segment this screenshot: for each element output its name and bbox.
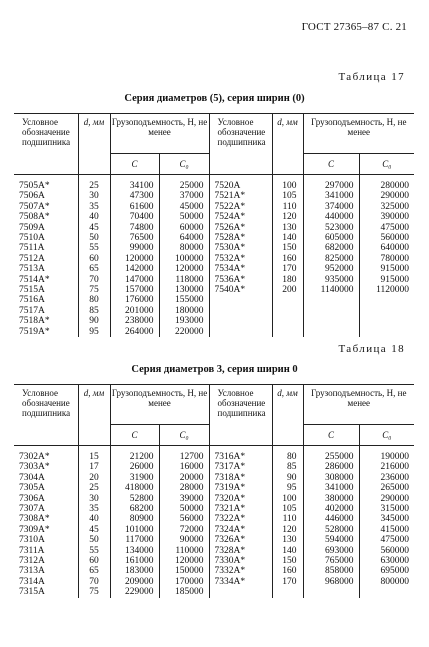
designation-cell: 7312A [19, 556, 45, 567]
designation-cell: 7511A [19, 243, 45, 254]
designation-cell: 7308A* [19, 514, 50, 525]
designation-cell: 7334A* [209, 577, 272, 587]
c0-cell: 110000 [159, 546, 209, 556]
designation-cell: 7528A* [209, 233, 272, 243]
c0-cell: 155000 [159, 295, 209, 305]
c0-cell: 120000 [159, 264, 209, 274]
table-row [14, 546, 414, 556]
designation-cell: 7524A* [209, 212, 272, 222]
c-cell: 68200 [110, 504, 159, 514]
c0-cell: 345000 [359, 514, 414, 524]
c-cell: 238000 [110, 316, 159, 326]
c0-cell: 20000 [159, 473, 209, 483]
table-row [14, 285, 414, 295]
page-header: ГОСТ 27365–87 С. 21 [301, 21, 407, 33]
c0-cell: 72000 [159, 525, 209, 535]
c-cell: 80900 [110, 514, 159, 524]
d-cell: 70 [78, 577, 110, 587]
c-cell: 825000 [303, 254, 359, 264]
c-cell: 26000 [110, 462, 159, 472]
c-cell: 264000 [110, 327, 159, 337]
designation-cell: 7305A [19, 483, 45, 494]
d-header: d, мм [78, 385, 110, 446]
c-cell: 952000 [303, 264, 359, 274]
c0-cell: 180000 [159, 306, 209, 316]
designation-cell: 7317A* [209, 462, 272, 472]
c0-cell: 475000 [359, 535, 414, 545]
c-cell: 157000 [110, 285, 159, 295]
d-cell: 105 [272, 504, 303, 514]
c0-cell: 475000 [359, 223, 414, 233]
d-cell: 170 [272, 577, 303, 587]
c0-cell: 25000 [159, 175, 209, 192]
table-caption: Серия диаметров (5), серия ширин (0) [124, 93, 305, 104]
table-row [14, 514, 414, 524]
table-number: Таблица 17 [338, 71, 405, 83]
designation-cell: 7518A* [19, 316, 50, 327]
c0-cell: 915000 [359, 275, 414, 285]
c0-cell [359, 327, 414, 337]
table-row [14, 243, 414, 253]
c-header: C [303, 425, 359, 446]
designation-cell: 7321A* [209, 504, 272, 514]
d-cell: 50 [78, 535, 110, 545]
c-cell: 209000 [110, 577, 159, 587]
designation-cell: 7536A* [209, 275, 272, 285]
d-cell: 170 [272, 264, 303, 274]
c-cell [303, 295, 359, 305]
c0-cell: 390000 [359, 212, 414, 222]
c-cell: 21200 [110, 446, 159, 463]
c-cell: 374000 [303, 202, 359, 212]
designation-cell [209, 587, 272, 597]
table-row [14, 175, 414, 192]
c-cell: 61600 [110, 202, 159, 212]
designation-cell: 7519A* [19, 326, 50, 337]
c-cell: 117000 [110, 535, 159, 545]
designation-cell: 7540A* [209, 285, 272, 295]
d-cell: 105 [272, 191, 303, 201]
c-cell: 34100 [110, 175, 159, 192]
c-cell: 968000 [303, 577, 359, 587]
c-cell: 52800 [110, 494, 159, 504]
c-cell: 528000 [303, 525, 359, 535]
c-cell: 31900 [110, 473, 159, 483]
d-header: d, мм [78, 114, 110, 175]
c0-cell: 290000 [359, 191, 414, 201]
designation-cell: 7505A* [19, 181, 50, 191]
d-cell: 100 [272, 494, 303, 504]
table-row [14, 473, 414, 483]
table-row [14, 483, 414, 493]
table-row [14, 233, 414, 243]
d-cell [272, 316, 303, 326]
c0-cell [359, 306, 414, 316]
c-cell: 70400 [110, 212, 159, 222]
c-cell: 440000 [303, 212, 359, 222]
c0-cell: 28000 [159, 483, 209, 493]
d-cell: 55 [78, 243, 110, 253]
table-row [14, 587, 414, 597]
d-cell: 60 [78, 254, 110, 264]
capacity-header: Грузоподъемность, Н, не менее [110, 114, 209, 154]
c-cell: 1140000 [303, 285, 359, 295]
d-cell: 40 [78, 514, 110, 524]
designation-cell: 7313A [19, 566, 45, 577]
c0-cell: 915000 [359, 264, 414, 274]
c0-header: C₀ [359, 154, 414, 175]
c-cell: 605000 [303, 233, 359, 243]
c-cell: 380000 [303, 494, 359, 504]
c-cell: 99000 [110, 243, 159, 253]
d-cell: 140 [272, 233, 303, 243]
c-cell: 74800 [110, 223, 159, 233]
d-cell: 15 [78, 446, 110, 463]
d-cell [272, 306, 303, 316]
capacity-header: Грузоподъемность, Н, не менее [110, 385, 209, 425]
d-cell: 120 [272, 525, 303, 535]
d-cell: 130 [272, 223, 303, 233]
c-cell: 402000 [303, 504, 359, 514]
c-cell: 201000 [110, 306, 159, 316]
designation-cell [209, 306, 272, 316]
c0-header: C₀ [159, 425, 209, 446]
c0-cell: 170000 [159, 577, 209, 587]
designation-cell: 7532A* [209, 254, 272, 264]
c-cell: 47300 [110, 191, 159, 201]
table-row [14, 295, 414, 305]
c0-cell: 560000 [359, 233, 414, 243]
c0-cell: 39000 [159, 494, 209, 504]
designation-cell: 7304A [19, 472, 45, 483]
c0-cell: 130000 [159, 285, 209, 295]
c0-cell: 100000 [159, 254, 209, 264]
designation-cell: 7302A* [19, 452, 50, 462]
table-row [14, 275, 414, 285]
table-row [14, 316, 414, 326]
c0-cell: 37000 [159, 191, 209, 201]
c-cell: 76500 [110, 233, 159, 243]
designation-cell: 7320A* [209, 494, 272, 504]
designation-cell: 7328A* [209, 546, 272, 556]
c0-cell: 1120000 [359, 285, 414, 295]
c0-cell: 800000 [359, 577, 414, 587]
designation-cell: 7324A* [209, 525, 272, 535]
d-cell: 110 [272, 202, 303, 212]
d-cell [272, 327, 303, 337]
designation-cell: 7515A [19, 285, 45, 296]
d-cell: 85 [272, 462, 303, 472]
c0-cell: 90000 [159, 535, 209, 545]
d-cell: 130 [272, 535, 303, 545]
designation-header: Условное обозначение подшипника [209, 114, 272, 175]
c-cell: 120000 [110, 254, 159, 264]
d-cell: 45 [78, 525, 110, 535]
table-row [14, 212, 414, 222]
table-row [14, 556, 414, 566]
designation-header: Условное обозначение подшипника [209, 385, 272, 446]
c0-cell: 150000 [159, 566, 209, 576]
d-cell: 120 [272, 212, 303, 222]
designation-cell: 7319A* [209, 483, 272, 493]
c-cell: 418000 [110, 483, 159, 493]
c0-cell: 236000 [359, 473, 414, 483]
designation-cell: 7332A* [209, 566, 272, 576]
designation-cell [209, 295, 272, 305]
designation-cell [209, 327, 272, 337]
designation-cell: 7311A [19, 545, 45, 556]
c0-cell: 50000 [159, 212, 209, 222]
designation-cell: 7326A* [209, 535, 272, 545]
c0-cell: 50000 [159, 504, 209, 514]
capacity-header: Грузоподъемность, Н, не менее [303, 114, 414, 154]
c-cell: 935000 [303, 275, 359, 285]
c-cell: 297000 [303, 175, 359, 192]
c-cell: 255000 [303, 446, 359, 463]
d-cell: 90 [272, 473, 303, 483]
c0-cell: 16000 [159, 462, 209, 472]
c0-cell: 415000 [359, 525, 414, 535]
table-row [14, 446, 414, 463]
c-cell: 147000 [110, 275, 159, 285]
c0-header: C₀ [359, 425, 414, 446]
designation-cell: 7516A [19, 295, 45, 306]
c0-cell: 280000 [359, 175, 414, 192]
d-header: d, мм [272, 114, 303, 175]
c-cell: 594000 [303, 535, 359, 545]
table-row [14, 566, 414, 576]
designation-cell: 7318A* [209, 473, 272, 483]
d-cell: 110 [272, 514, 303, 524]
c0-header: C₀ [159, 154, 209, 175]
capacity-header: Грузоподъемность, Н, не менее [303, 385, 414, 425]
c0-cell: 185000 [159, 587, 209, 597]
c0-cell: 290000 [359, 494, 414, 504]
c0-cell: 45000 [159, 202, 209, 212]
d-cell: 80 [78, 295, 110, 305]
c-cell [303, 306, 359, 316]
d-cell: 25 [78, 483, 110, 493]
d-cell: 75 [78, 285, 110, 295]
c0-cell: 640000 [359, 243, 414, 253]
designation-cell: 7508A* [19, 212, 50, 223]
c0-cell [359, 295, 414, 305]
designation-cell: 7526A* [209, 223, 272, 233]
d-cell: 160 [272, 566, 303, 576]
c0-cell: 56000 [159, 514, 209, 524]
c-cell: 693000 [303, 546, 359, 556]
d-cell: 40 [78, 212, 110, 222]
c0-cell [359, 587, 414, 597]
c0-cell: 265000 [359, 483, 414, 493]
c-cell: 183000 [110, 566, 159, 576]
c0-cell [359, 316, 414, 326]
table-row [14, 494, 414, 504]
d-cell: 150 [272, 556, 303, 566]
d-cell: 150 [272, 243, 303, 253]
d-cell: 95 [78, 327, 110, 337]
designation-cell: 7507A* [19, 201, 50, 212]
d-cell: 55 [78, 546, 110, 556]
designation-cell: 7517A [19, 305, 45, 316]
d-cell: 160 [272, 254, 303, 264]
designation-cell: 7534A* [209, 264, 272, 274]
d-cell: 35 [78, 504, 110, 514]
c0-cell: 118000 [159, 275, 209, 285]
c-cell [303, 327, 359, 337]
d-cell: 95 [272, 483, 303, 493]
c0-cell: 216000 [359, 462, 414, 472]
table-row [14, 306, 414, 316]
d-cell: 50 [78, 233, 110, 243]
d-cell [272, 587, 303, 597]
table-row [14, 223, 414, 233]
c-cell: 176000 [110, 295, 159, 305]
c-cell: 142000 [110, 264, 159, 274]
c-cell: 341000 [303, 483, 359, 493]
designation-cell: 7520A [209, 175, 272, 192]
table-row [14, 254, 414, 264]
c0-cell: 220000 [159, 327, 209, 337]
designation-cell: 7303A* [19, 462, 50, 473]
bearing-table [14, 113, 414, 337]
c0-cell: 190000 [359, 446, 414, 463]
d-cell: 180 [272, 275, 303, 285]
designation-header: Условное обозначение подшипника [14, 114, 78, 175]
c0-cell: 695000 [359, 566, 414, 576]
c-cell: 446000 [303, 514, 359, 524]
c0-cell: 64000 [159, 233, 209, 243]
c-cell [303, 316, 359, 326]
c0-cell: 315000 [359, 504, 414, 514]
c0-cell: 60000 [159, 223, 209, 233]
table-row [14, 577, 414, 587]
c-cell: 101000 [110, 525, 159, 535]
c-cell: 308000 [303, 473, 359, 483]
table-number: Таблица 18 [338, 343, 405, 355]
table-row [14, 525, 414, 535]
designation-cell: 7506A [19, 191, 45, 202]
d-cell: 35 [78, 202, 110, 212]
designation-cell: 7307A [19, 504, 45, 515]
table-row [14, 264, 414, 274]
c-header: C [303, 154, 359, 175]
d-cell: 85 [78, 306, 110, 316]
c-cell: 229000 [110, 587, 159, 597]
bearing-table [14, 384, 414, 598]
designation-cell: 7512A [19, 253, 45, 264]
designation-cell: 7330A* [209, 556, 272, 566]
c-cell: 341000 [303, 191, 359, 201]
d-cell: 70 [78, 275, 110, 285]
c-cell: 161000 [110, 556, 159, 566]
designation-cell: 7314A [19, 576, 45, 587]
designation-cell: 7513A [19, 264, 45, 275]
designation-cell: 7316A* [209, 446, 272, 463]
d-cell: 75 [78, 587, 110, 597]
table-row [14, 504, 414, 514]
d-cell: 100 [272, 175, 303, 192]
d-cell: 60 [78, 556, 110, 566]
designation-cell: 7521A* [209, 191, 272, 201]
table-row [14, 202, 414, 212]
c-cell: 858000 [303, 566, 359, 576]
c0-cell: 12700 [159, 446, 209, 463]
c-cell: 134000 [110, 546, 159, 556]
c0-cell: 630000 [359, 556, 414, 566]
c0-cell: 325000 [359, 202, 414, 212]
c0-cell: 193000 [159, 316, 209, 326]
d-header: d, мм [272, 385, 303, 446]
table-caption: Серия диаметров 3, серия ширин 0 [131, 364, 298, 375]
d-cell: 45 [78, 223, 110, 233]
d-cell: 25 [78, 175, 110, 192]
table-row [14, 462, 414, 472]
designation-cell: 7522A* [209, 202, 272, 212]
d-cell: 20 [78, 473, 110, 483]
c0-cell: 780000 [359, 254, 414, 264]
designation-cell: 7315A [19, 587, 45, 598]
table-row [14, 191, 414, 201]
designation-cell: 7322A* [209, 514, 272, 524]
c0-cell: 120000 [159, 556, 209, 566]
c-cell: 286000 [303, 462, 359, 472]
c0-cell: 560000 [359, 546, 414, 556]
d-cell [272, 295, 303, 305]
d-cell: 30 [78, 191, 110, 201]
designation-cell: 7306A [19, 493, 45, 504]
designation-cell: 7514A* [19, 274, 50, 285]
d-cell: 65 [78, 566, 110, 576]
d-cell: 17 [78, 462, 110, 472]
d-cell: 30 [78, 494, 110, 504]
designation-cell: 7530A* [209, 243, 272, 253]
designation-cell: 7509A [19, 222, 45, 233]
designation-cell: 7309A* [19, 524, 50, 535]
c-cell: 765000 [303, 556, 359, 566]
c-header: C [110, 425, 159, 446]
table-row [14, 327, 414, 337]
d-cell: 90 [78, 316, 110, 326]
d-cell: 140 [272, 546, 303, 556]
c-cell: 523000 [303, 223, 359, 233]
designation-cell: 7310A [19, 535, 45, 546]
d-cell: 65 [78, 264, 110, 274]
c-cell: 682000 [303, 243, 359, 253]
c-cell [303, 587, 359, 597]
c0-cell: 80000 [159, 243, 209, 253]
table-row [14, 535, 414, 545]
designation-cell: 7510A [19, 233, 45, 244]
c-header: C [110, 154, 159, 175]
d-cell: 80 [272, 446, 303, 463]
d-cell: 200 [272, 285, 303, 295]
designation-header: Условное обозначение подшипника [14, 385, 78, 446]
designation-cell [209, 316, 272, 326]
